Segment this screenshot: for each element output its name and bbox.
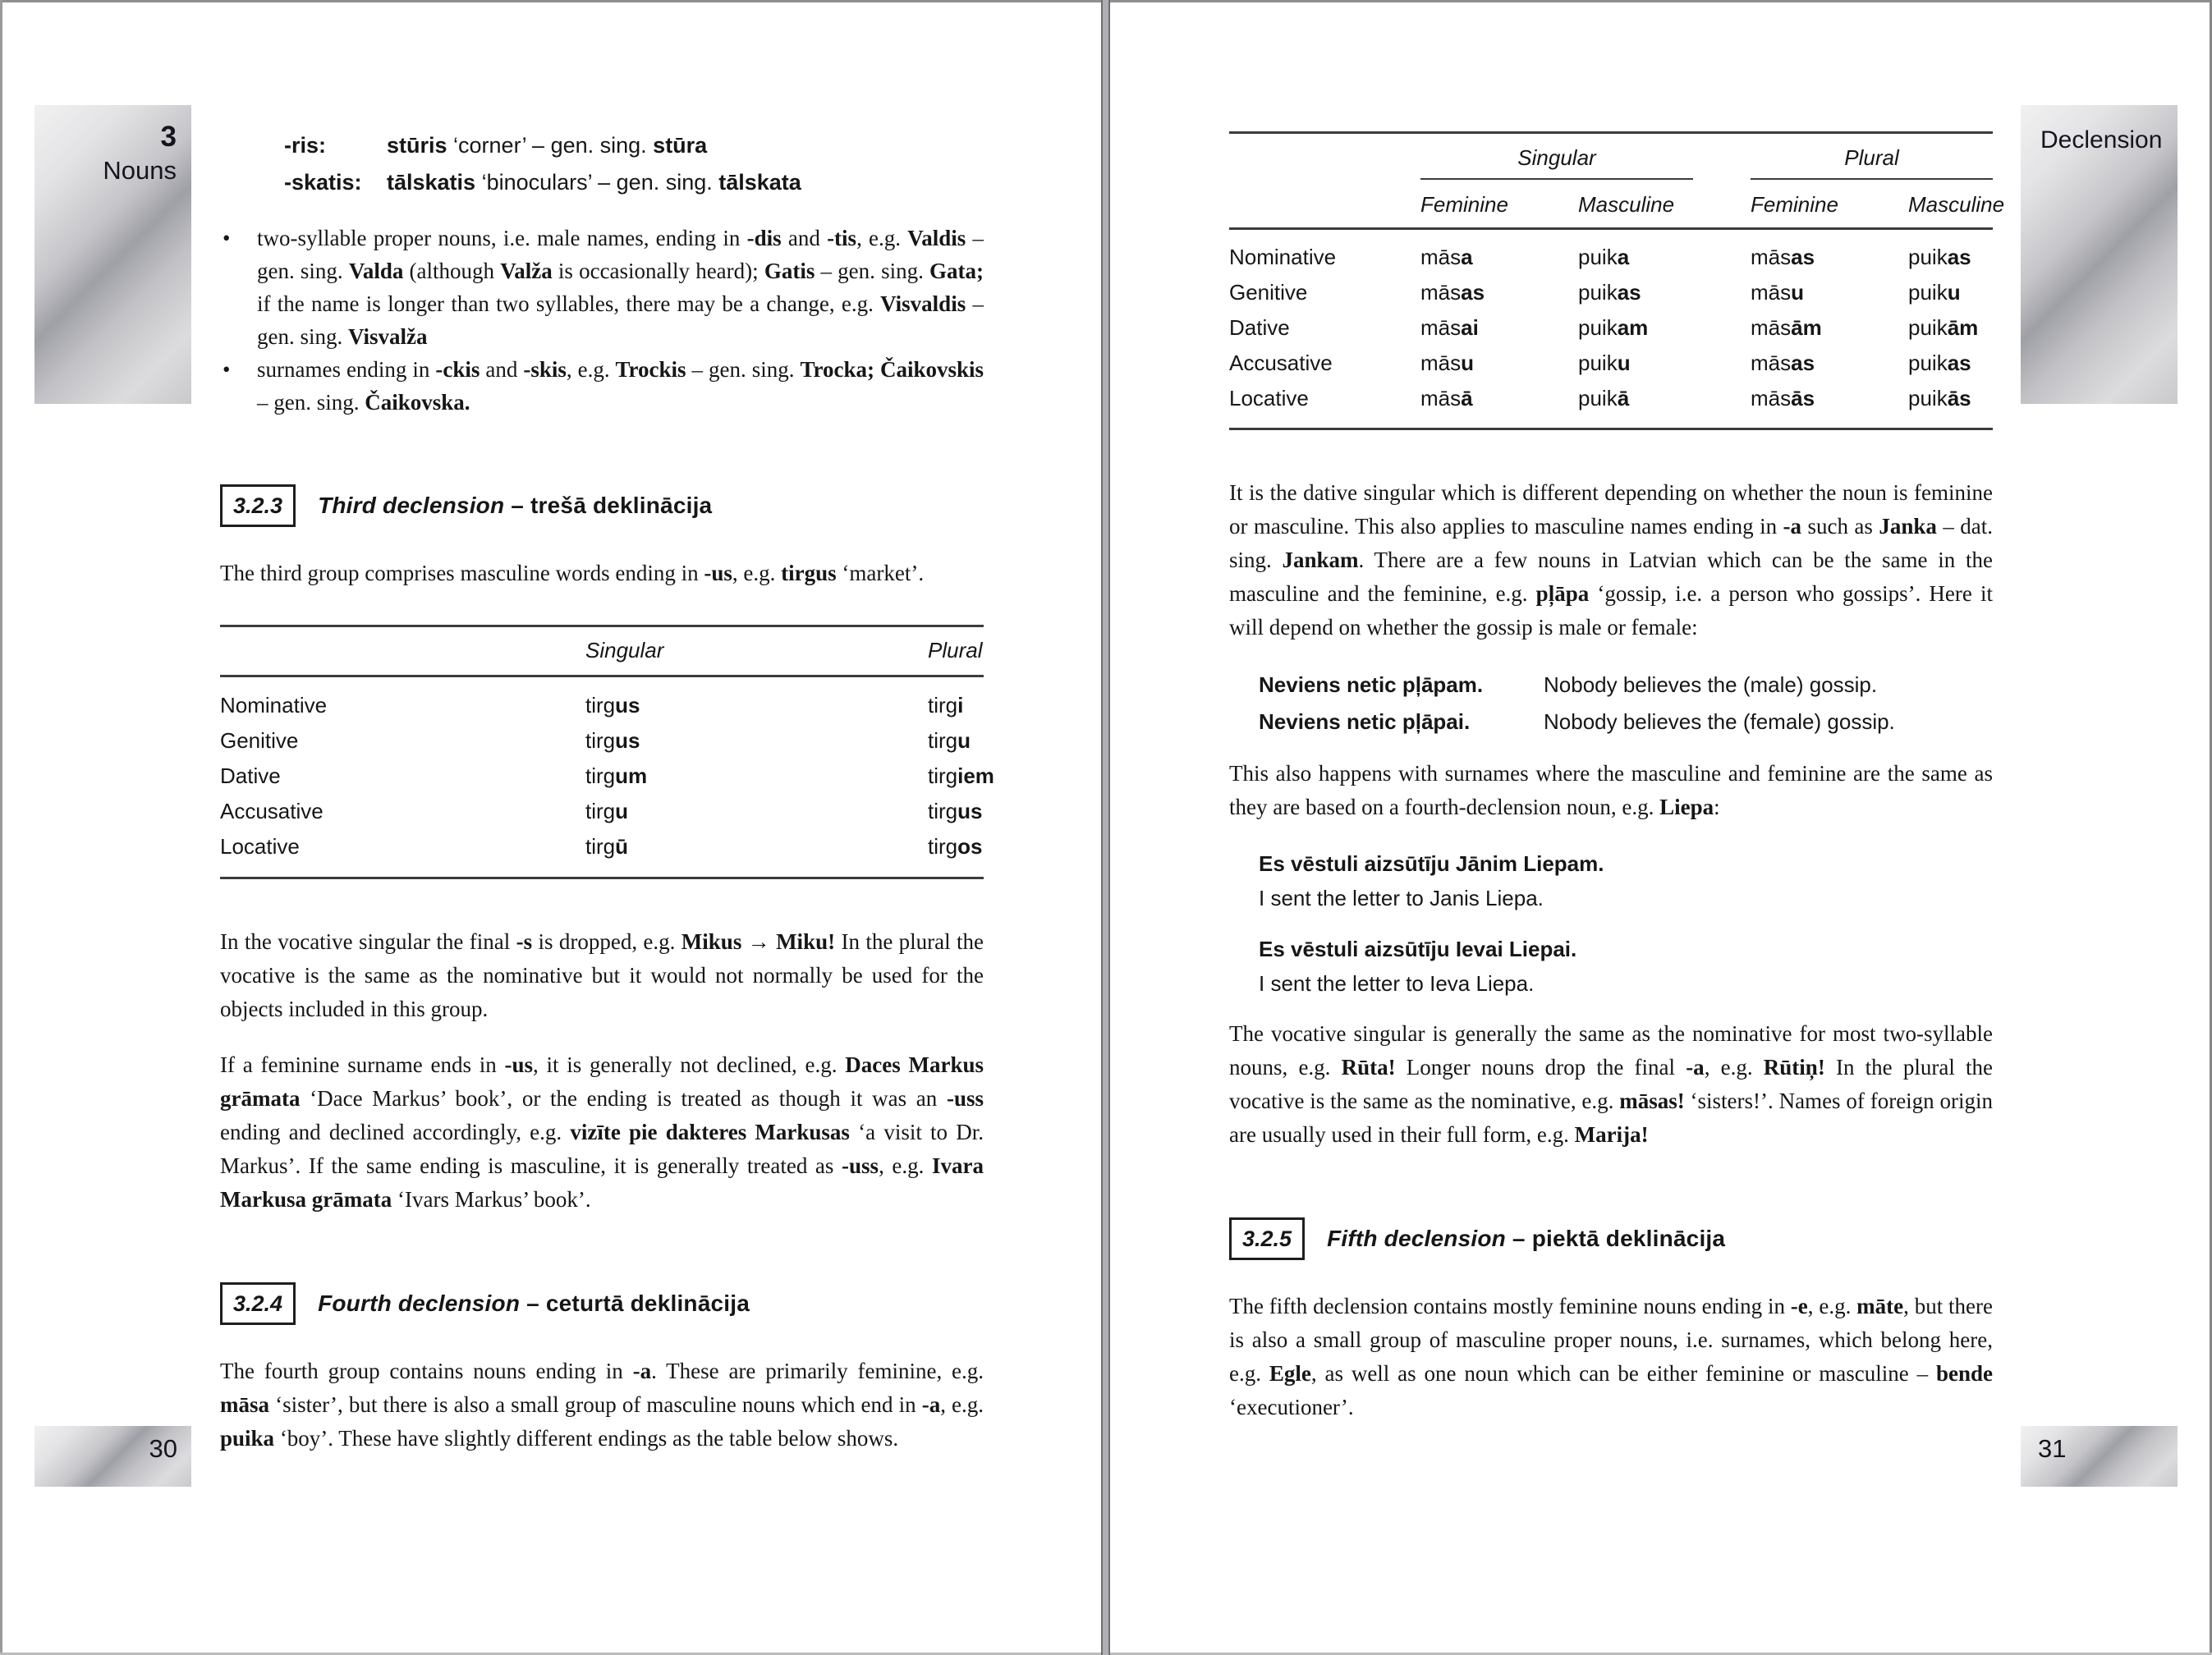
- table-row: [220, 759, 994, 794]
- paragraph: The third group comprises masculine words ending in -us, e.g. tirgus ‘market’.: [220, 561, 925, 585]
- cell: puikas: [1908, 245, 1971, 269]
- paragraph: In the vocative singular the final -s is dropped, e.g. Mikus → Miku! In the plural the vocative is the same as the nominative but it would not normally be used for the objects included in this group.: [220, 929, 984, 1021]
- cell-plural: tirgiem: [928, 763, 994, 788]
- chapter-tab: [34, 105, 191, 404]
- column-header: Feminine: [1420, 192, 1508, 217]
- cell: puikas: [1578, 280, 1641, 305]
- paragraph: If a feminine surname ends in -us, it is generally not declined, e.g. Daces Markus grāmata ‘Dace Markus’ book’, or the ending is treated as though it was an -uss ending and declined accordingly, e.g. vizīte pie dakteres Markusas ‘a visit to Dr. Markus’. If the same ending is masculine, it is generally treated as -uss, e.g. Ivara Markusa grāmata ‘Ivars Markus’ book’.: [220, 1052, 984, 1212]
- section-heading-3-2-4: [220, 1282, 984, 1325]
- cell: puikās: [1908, 386, 1971, 410]
- cell: māsai: [1420, 315, 1479, 340]
- example-english: Nobody believes the (male) gossip.: [1544, 672, 1878, 697]
- section-number-box: 3.2.5: [1229, 1217, 1305, 1260]
- section-number-box: 3.2.3: [220, 484, 296, 527]
- table-row: [1229, 346, 1993, 381]
- row-label: Locative: [220, 834, 300, 859]
- cell: puikam: [1578, 315, 1649, 340]
- section-header-tab: Declension: [2021, 105, 2178, 404]
- cell-singular: tirgum: [585, 763, 648, 788]
- chapter-title: Nouns: [103, 156, 177, 185]
- cell: māsas: [1751, 245, 1815, 269]
- cell: puiku: [1908, 280, 1961, 305]
- table-row: [1229, 310, 1993, 346]
- section-heading-3-2-3: [220, 484, 984, 527]
- table-row: [220, 829, 984, 864]
- column-header: Masculine: [1578, 192, 1675, 217]
- declension-table-fourth: [1229, 131, 2005, 430]
- suffix-examples: [284, 127, 984, 201]
- table-group-header-row: [1229, 134, 1993, 180]
- row-label: Locative: [1229, 386, 1309, 410]
- row-label: Dative: [220, 763, 281, 788]
- section-title: Fifth declension – piektā deklinācija: [1327, 1226, 1726, 1251]
- example-english: Nobody believes the (female) gossip.: [1544, 709, 1895, 734]
- example-english: I sent the letter to Ieva Liepa.: [1259, 971, 1535, 996]
- example-latvian: Neviens netic pļāpam.: [1259, 672, 1484, 697]
- column-header: Feminine: [1751, 192, 1838, 217]
- bullet-icon: •: [223, 226, 231, 250]
- example-pair: [1229, 932, 1993, 1001]
- section-number-box: 3.2.4: [220, 1282, 296, 1325]
- row-label: Accusative: [1229, 351, 1333, 375]
- suffix-label: -skatis:: [284, 170, 362, 195]
- table-corner-cell: [220, 638, 585, 662]
- column-header: Plural: [928, 638, 983, 662]
- cell-plural: tirgi: [928, 693, 964, 717]
- cell: māsas: [1751, 351, 1815, 375]
- example-stack-letters: [1229, 846, 1993, 1001]
- cell-plural: tirgu: [928, 728, 971, 753]
- example-pair-gossip: [1229, 667, 1993, 740]
- cell: māsu: [1420, 351, 1475, 375]
- row-label: Genitive: [220, 728, 299, 753]
- cell: māsas: [1420, 280, 1485, 305]
- table-row: [220, 688, 984, 723]
- example-row: [1229, 704, 1993, 740]
- paragraph: This also happens with surnames where the masculine and feminine are the same as they are based on a fourth-declension noun, e.g. Liepa:: [1229, 761, 1993, 819]
- page-gutter: [1101, 0, 1110, 1655]
- cell: māsu: [1751, 280, 1805, 305]
- section-heading-3-2-5: [1229, 1217, 1993, 1260]
- example-latvian: Neviens netic pļāpai.: [1259, 709, 1471, 734]
- row-label: Accusative: [220, 799, 324, 823]
- suffix-value: tālskatis ‘binoculars’ – gen. sing. tālskata: [387, 170, 801, 195]
- page-right-content: [1229, 0, 2005, 1446]
- group-header-singular: Singular: [1420, 144, 1693, 180]
- example-english: I sent the letter to Janis Liepa.: [1259, 886, 1544, 910]
- table-row: [220, 723, 984, 759]
- table-row: [1229, 275, 1993, 310]
- cell-plural: tirgos: [928, 834, 983, 859]
- cell: puikā: [1578, 386, 1630, 410]
- cell-singular: tirgu: [585, 799, 629, 823]
- bullet-text: two-syllable proper nouns, i.e. male names, ending in -dis and -tis, e.g. Valdis – gen. sing. Valda (although Valža is occasionally heard); Gatis – gen. sing. Gata; if the name is longer than two syllables, there may be a change, e.g. Visvaldis – gen. sing. Visvalža: [257, 226, 984, 349]
- window-edge-left: [0, 0, 2, 1655]
- bullet-item: [220, 222, 984, 353]
- row-label: Genitive: [1229, 280, 1308, 305]
- table-row: [1229, 240, 1993, 275]
- paragraph: It is the dative singular which is different depending on whether the noun is feminine or masculine. This also applies to masculine names ending in -a such as Janka – dat. sing. Jankam. There are a few nouns in Latvian which can be the same in the masculine and the feminine, e.g. pļāpa ‘gossip, i.e. a person who gossips’. Here it will depend on whether the gossip is male or female:: [1229, 480, 1993, 640]
- table-row: [220, 794, 984, 829]
- example-row: [1229, 667, 1993, 704]
- page-number: 30: [34, 1426, 191, 1487]
- cell-singular: tirgus: [585, 728, 640, 753]
- bullet-text: surnames ending in -ckis and -skis, e.g. Trockis – gen. sing. Trocka; Čaikovskis – gen. sing. Čaikovska.: [257, 357, 984, 415]
- cell: māsās: [1751, 386, 1815, 410]
- bullet-icon: •: [223, 357, 231, 382]
- column-header: Singular: [585, 638, 664, 662]
- table-body: [220, 677, 994, 877]
- bullet-item: [220, 353, 984, 419]
- paragraph: The vocative singular is generally the same as the nominative for most two-syllable nouns, e.g. Rūta! Longer nouns drop the final -a, e.g. Rūtiņ! In the plural the vocative is the same as the nominative, e.g. māsas! ‘sisters!’. Names of foreign origin are usually used in their full form, e.g. Marija!: [1229, 1021, 1993, 1147]
- example-latvian: Es vēstuli aizsūtīju Jānim Liepam.: [1259, 851, 1604, 876]
- row-label: Nominative: [1229, 245, 1337, 269]
- suffix-value: stūris ‘corner’ – gen. sing. stūra: [387, 133, 708, 158]
- cell-singular: tirgus: [585, 693, 640, 717]
- suffix-example-row: [284, 164, 984, 201]
- table-header-row: [220, 627, 984, 677]
- table-subheader-row: [1229, 180, 2005, 230]
- cell-singular: tirgū: [585, 834, 629, 859]
- declension-table-third: [220, 625, 994, 879]
- table-corner-cell: [1229, 191, 1420, 218]
- paragraph: The fourth group contains nouns ending in -a. These are primarily feminine, e.g. māsa ‘sister’, but there is also a small group of masculine nouns which end in -a, e.g. puika ‘boy’. These have slightly different endings as the table below shows.: [220, 1359, 984, 1451]
- group-header-plural: Plural: [1751, 144, 1993, 180]
- section-title: Fourth declension – ceturtā deklinācija: [318, 1291, 750, 1316]
- cell: māsa: [1420, 245, 1473, 269]
- example-latvian: Es vēstuli aizsūtīju Ievai Liepai.: [1259, 937, 1577, 961]
- cell: māsām: [1751, 315, 1822, 340]
- page-left-content: [220, 0, 994, 1478]
- bullet-list: [220, 222, 984, 419]
- cell-plural: tirgus: [928, 799, 983, 823]
- chapter-number: 3: [160, 121, 177, 153]
- cell: puikas: [1908, 351, 1971, 375]
- table-corner-cell: [1229, 144, 1420, 180]
- cell: māsā: [1420, 386, 1473, 410]
- cell: puikām: [1908, 315, 1979, 340]
- paragraph: The fifth declension contains mostly feminine nouns ending in -e, e.g. māte, but there is also a small group of masculine proper nouns, i.e. surnames, which belong here, e.g. Egle, as well as one noun which can be either feminine or masculine – bende ‘executioner’.: [1229, 1294, 1994, 1419]
- row-label: Nominative: [220, 693, 328, 717]
- suffix-label: -ris:: [284, 133, 327, 158]
- page-number: 31: [2021, 1426, 2178, 1487]
- section-title: Third declension – trešā deklinācija: [318, 493, 713, 518]
- suffix-example-row: [284, 127, 984, 164]
- table-body: [1229, 230, 1993, 428]
- column-header: Masculine: [1908, 192, 2005, 217]
- example-pair: [1229, 846, 1993, 915]
- cell: puiku: [1578, 351, 1631, 375]
- table-row: [1229, 381, 1993, 416]
- cell: puika: [1578, 245, 1630, 269]
- row-label: Dative: [1229, 315, 1290, 340]
